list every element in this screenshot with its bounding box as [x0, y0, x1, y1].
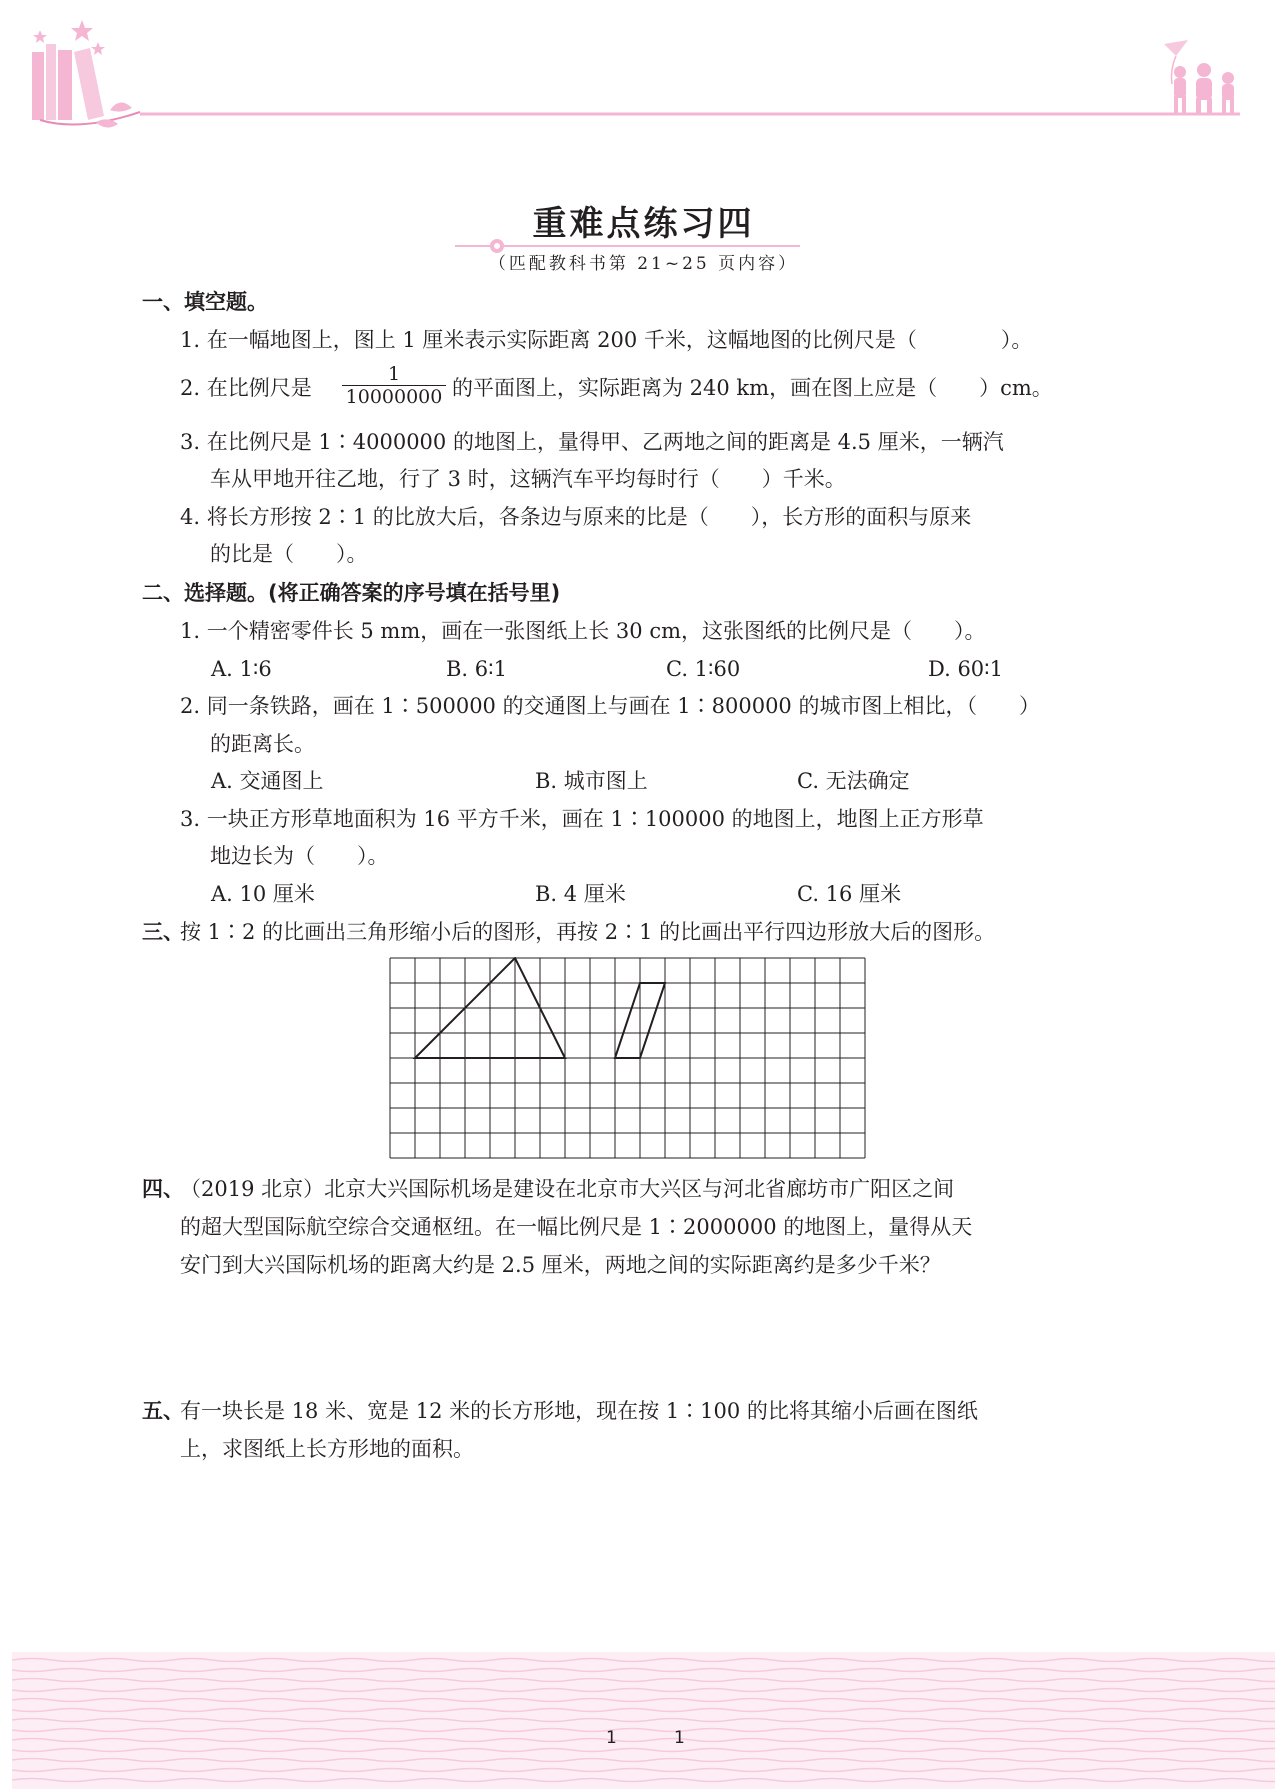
- star-icon: [33, 20, 105, 55]
- page-number-left: 1: [606, 1728, 617, 1748]
- s2-q2-option-b: B. 城市图上: [535, 769, 648, 793]
- s5-line-1: 有一块长是 18 米、宽是 12 米的长方形地，现在按 1∶100 的比将其缩小后画在图纸: [180, 1399, 978, 1423]
- section-5-heading: 五、: [142, 1399, 184, 1423]
- page-title: 重难点练习四: [532, 204, 755, 244]
- s1-question-1: 1. 在一幅地图上，图上 1 厘米表示实际距离 200 千米，这幅地图的比例尺是（ ）。: [180, 328, 1033, 352]
- footer-decoration: [12, 1652, 1275, 1789]
- s2-q2-option-a: A. 交通图上: [211, 769, 324, 793]
- section-3-heading: 三、: [142, 920, 184, 944]
- s2-q1-option-d: D. 60∶1: [928, 657, 1003, 681]
- s1-question-2-after: 的平面图上，实际距离为 240 km，画在图上应是（ ）cm。: [452, 376, 1053, 400]
- page-number-right: 1: [674, 1728, 685, 1748]
- children-kite-icon: [1164, 40, 1234, 114]
- s1-question-2-fraction: [342, 363, 446, 408]
- header-decoration: [0, 0, 1287, 140]
- section-1-heading: 一、填空题。: [142, 290, 268, 314]
- s5-line-2: 上，求图纸上长方形地的面积。: [180, 1437, 474, 1461]
- s1-question-4-line-2: 的比是（ ）。: [210, 542, 368, 566]
- s1-question-3-line-2: 车从甲地开往乙地，行了 3 时，这辆汽车平均每时行（ ）千米。: [210, 467, 846, 491]
- s1-question-2-before: 2. 在比例尺是: [180, 376, 312, 400]
- s3-text: 按 1∶2 的比画出三角形缩小后的图形，再按 2∶1 的比画出平行四边形放大后的图形。: [180, 920, 996, 944]
- s2-q1-option-b: B. 6∶1: [446, 657, 507, 681]
- s2-q1-option-a: A. 1∶6: [211, 657, 272, 681]
- s2-question-2-line-1: 2. 同一条铁路，画在 1∶500000 的交通图上与画在 1∶800000 的城市图上相比，（ ）: [180, 694, 1040, 718]
- s1-question-3-line-1: 3. 在比例尺是 1∶4000000 的地图上，量得甲、乙两地之间的距离是 4.5 厘米，一辆汽: [180, 430, 1004, 454]
- grid-drawing-area: [389, 957, 871, 1161]
- s2-question-1: 1. 一个精密零件长 5 mm，画在一张图纸上长 30 cm，这张图纸的比例尺是（ ）。: [180, 619, 986, 643]
- s2-q3-option-a: A. 10 厘米: [211, 882, 315, 906]
- s1-question-4-line-1: 4. 将长方形按 2∶1 的比放大后，各条边与原来的比是（ ），长方形的面积与原来: [180, 505, 972, 529]
- section-4-heading: 四、: [142, 1177, 184, 1201]
- books-icon: [32, 44, 140, 128]
- s2-q2-option-c: C. 无法确定: [797, 769, 910, 793]
- s2-q3-option-c: C. 16 厘米: [797, 882, 902, 906]
- s4-line-1: （2019 北京）北京大兴国际机场是建设在北京市大兴区与河北省廊坊市广阳区之间: [180, 1177, 955, 1201]
- fraction-denominator: 10000000: [345, 386, 443, 408]
- s4-line-2: 的超大型国际航空综合交通枢纽。在一幅比例尺是 1∶2000000 的地图上，量得从天: [180, 1215, 973, 1239]
- fraction-numerator: 1: [387, 363, 401, 385]
- s2-question-2-line-2: 的距离长。: [210, 732, 315, 756]
- s2-q1-option-c: C. 1∶60: [666, 657, 741, 681]
- s4-line-3: 安门到大兴国际机场的距离大约是 2.5 厘米，两地之间的实际距离约是多少千米？: [180, 1253, 941, 1277]
- s2-q3-option-b: B. 4 厘米: [535, 882, 626, 906]
- s2-question-3-line-2: 地边长为（ ）。: [210, 844, 389, 868]
- page-subtitle: （匹配教科书第 21~25 页内容）: [488, 254, 799, 274]
- section-2-heading: 二、选择题。(将正确答案的序号填在括号里): [142, 581, 561, 605]
- s2-question-3-line-1: 3. 一块正方形草地面积为 16 平方千米，画在 1∶100000 的地图上，地图上正方形草: [180, 807, 984, 831]
